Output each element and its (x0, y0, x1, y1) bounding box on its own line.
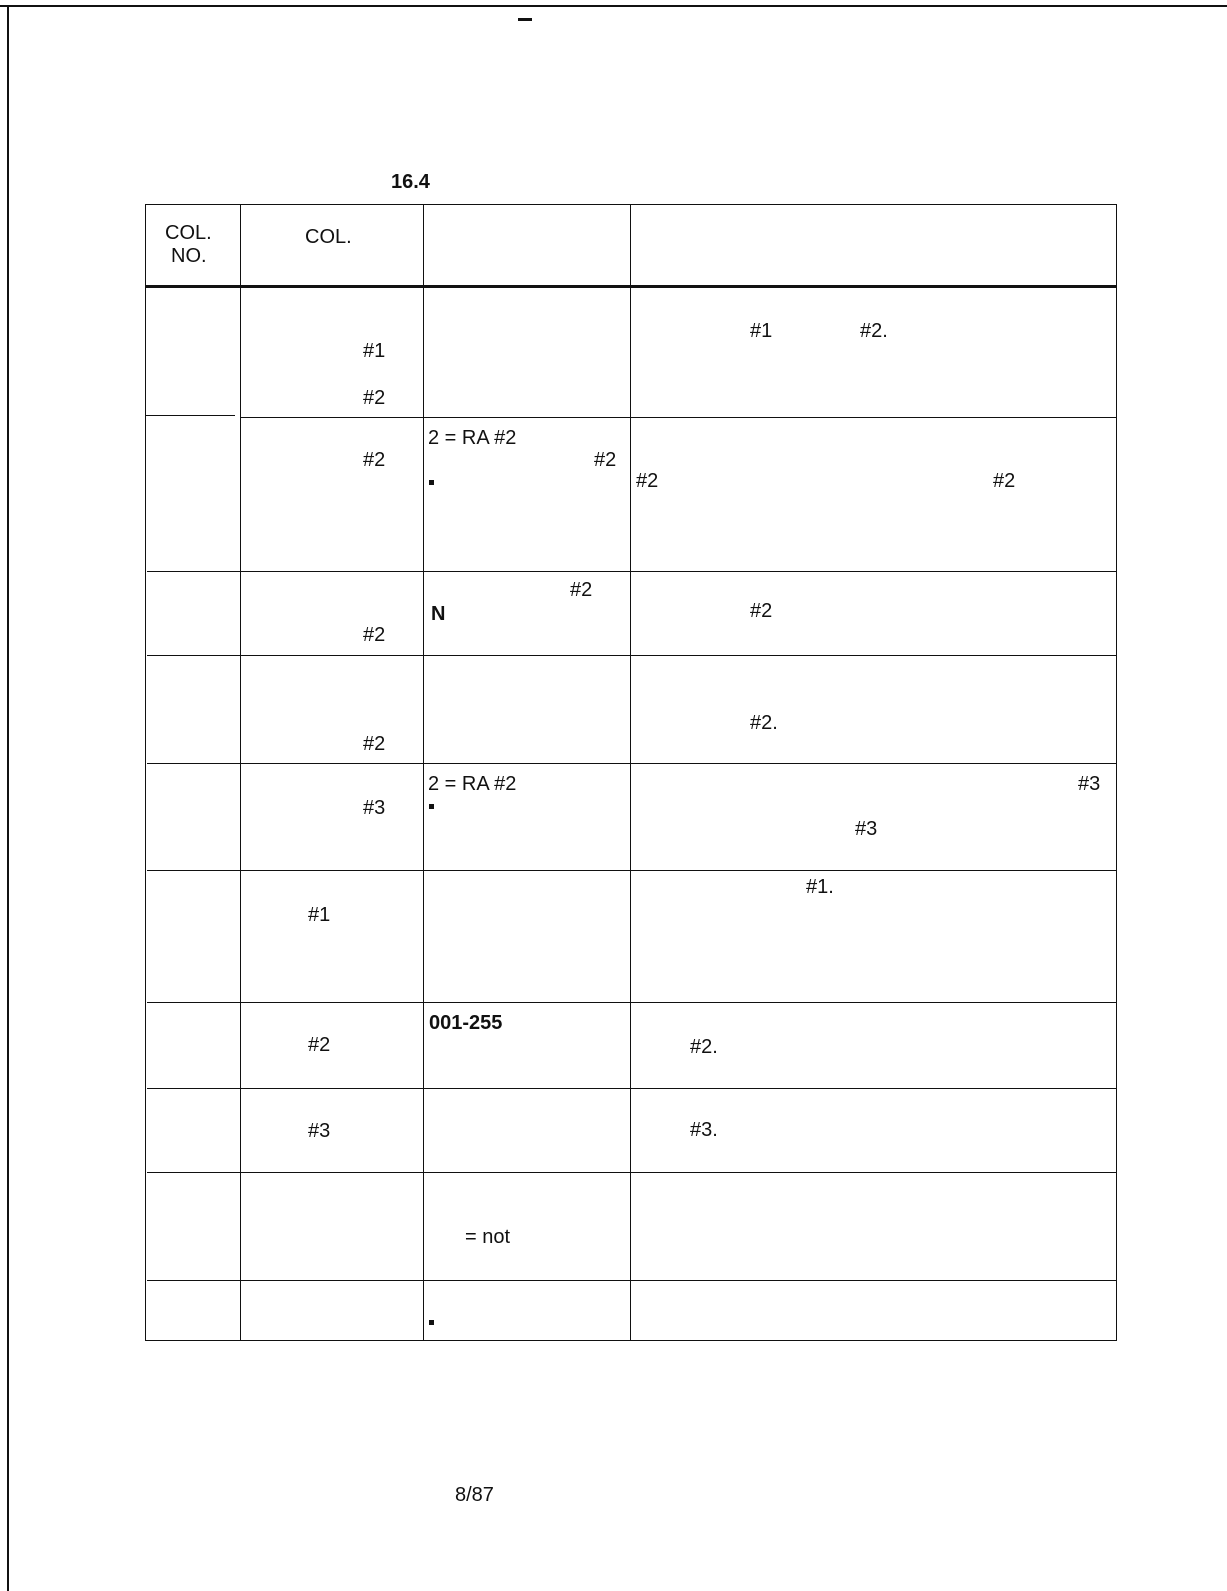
row8-cold-1: #3. (690, 1119, 718, 1141)
row3-colc-1: #2 (570, 579, 593, 601)
row5-colc-1: 2 = RA #2 (428, 773, 517, 795)
header-bottom-rule (145, 285, 1117, 288)
row4-colb-1: #2 (363, 733, 386, 755)
row-divider (147, 1172, 1117, 1173)
row1-cold-2: #2. (860, 320, 888, 342)
header-col-no-line1: COL. (165, 222, 212, 244)
row5-cold-1: #3 (1078, 773, 1101, 795)
row7-colc-1: 001-255 (429, 1012, 503, 1034)
row2-colc-1: 2 = RA #2 (428, 427, 517, 449)
row-divider (147, 1280, 1117, 1281)
scan-mark (518, 18, 532, 21)
column-divider (423, 204, 424, 1340)
row-divider (147, 1002, 1117, 1003)
row1-cold-1: #1 (750, 320, 773, 342)
column-divider (240, 204, 241, 1340)
row7-colb-1: #2 (308, 1034, 331, 1056)
row9-colc-1: = not (465, 1226, 511, 1248)
column-divider (630, 204, 631, 1340)
row6-cold-1: #1. (806, 876, 834, 898)
row-divider (147, 571, 1117, 572)
row-divider (147, 655, 1117, 656)
bullet-mark (429, 1320, 434, 1325)
row-divider (147, 870, 1117, 871)
page-footer-date: 8/87 (455, 1484, 494, 1506)
row2-cold-2: #2 (993, 470, 1016, 492)
row1-colb-1: #1 (363, 340, 386, 362)
row3-colb-1: #2 (363, 624, 386, 646)
row5-cold-2: #3 (855, 818, 878, 840)
bullet-mark (429, 480, 434, 485)
row3-colc-2: N (431, 603, 446, 625)
table-number: 16.4 (391, 171, 430, 193)
row8-colb-1: #3 (308, 1120, 331, 1142)
row-divider (145, 415, 235, 416)
row-divider (240, 417, 1117, 418)
row-divider (147, 763, 1117, 764)
row7-cold-1: #2. (690, 1036, 718, 1058)
row2-cold-1: #2 (636, 470, 659, 492)
row2-colb-1: #2 (363, 449, 386, 471)
row5-colb-1: #3 (363, 797, 386, 819)
table-bottom-border (145, 1340, 1117, 1341)
row6-colb-1: #1 (308, 904, 331, 926)
bullet-mark (429, 804, 434, 809)
table-left-border (145, 204, 146, 1340)
row-divider (147, 1088, 1117, 1089)
header-col-no-line2: NO. (171, 245, 207, 267)
row4-cold-1: #2. (750, 712, 778, 734)
header-col: COL. (305, 226, 352, 248)
page-top-rule (0, 5, 1227, 7)
page-left-rule (7, 5, 9, 1591)
row3-cold-1: #2 (750, 600, 773, 622)
row2-colc-2: #2 (594, 449, 617, 471)
table-right-border (1116, 204, 1117, 1340)
row1-colb-2: #2 (363, 387, 386, 409)
table-top-border (145, 204, 1117, 205)
